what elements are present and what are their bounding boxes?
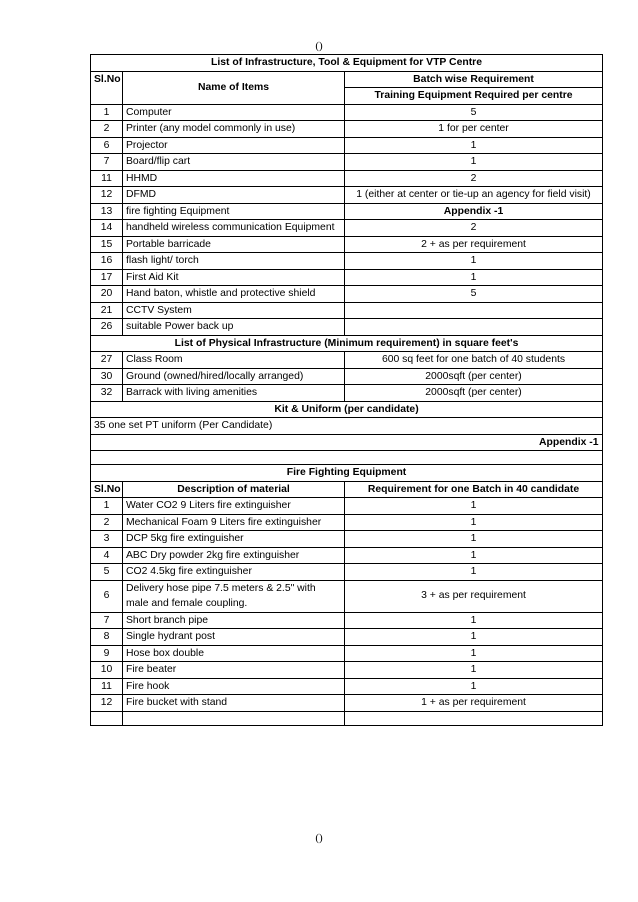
row-item-name: Hand baton, whistle and protective shield bbox=[123, 286, 345, 303]
kit-row bbox=[91, 418, 603, 435]
blank-row bbox=[91, 451, 603, 465]
row-requirement: 1 bbox=[345, 662, 603, 679]
appendix-cell bbox=[91, 434, 603, 451]
training-equipment-header: Training Equipment Required per centre bbox=[345, 88, 603, 105]
section4-rows bbox=[91, 498, 603, 712]
table-row bbox=[91, 170, 603, 187]
table-row bbox=[91, 154, 603, 171]
row-sl-no: 6 bbox=[91, 137, 123, 154]
table-row bbox=[91, 695, 603, 712]
sl-no-header-2: Sl.No bbox=[91, 481, 123, 498]
requirement-header: Requirement for one Batch in 40 candidate bbox=[345, 481, 603, 498]
table-row bbox=[91, 137, 603, 154]
section2-title-row bbox=[91, 335, 603, 352]
row-item-name: ABC Dry powder 2kg fire extinguisher bbox=[123, 547, 345, 564]
page-marker-top: () bbox=[315, 40, 323, 52]
row-sl-no: 1 bbox=[91, 104, 123, 121]
row-requirement: 1 bbox=[345, 514, 603, 531]
row-requirement: 1 bbox=[345, 253, 603, 270]
row-sl-no: 20 bbox=[91, 286, 123, 303]
blank-cell bbox=[91, 711, 123, 725]
batch-wise-requirement-header: Batch wise Requirement bbox=[345, 71, 603, 88]
row-requirement: 2 bbox=[345, 220, 603, 237]
row-sl-no: 15 bbox=[91, 236, 123, 253]
row-requirement bbox=[345, 319, 603, 336]
row-requirement: 1 bbox=[345, 269, 603, 286]
row-requirement: 2 bbox=[345, 170, 603, 187]
row-item-name: DCP 5kg fire extinguisher bbox=[123, 531, 345, 548]
row-item-name: First Aid Kit bbox=[123, 269, 345, 286]
row-sl-no: 21 bbox=[91, 302, 123, 319]
sl-no-header: Sl.No bbox=[91, 71, 123, 104]
row-sl-no: 8 bbox=[91, 629, 123, 646]
table-row bbox=[91, 514, 603, 531]
row-requirement: 1 bbox=[345, 137, 603, 154]
row-sl-no: 1 bbox=[91, 498, 123, 515]
section3-title-row bbox=[91, 401, 603, 418]
row-requirement: 1 bbox=[345, 531, 603, 548]
row-requirement: 2 + as per requirement bbox=[345, 236, 603, 253]
row-requirement: 1 for per center bbox=[345, 121, 603, 138]
row-item-name: HHMD bbox=[123, 170, 345, 187]
table-row bbox=[91, 203, 603, 220]
table-row bbox=[91, 580, 603, 612]
row-sl-no: 27 bbox=[91, 352, 123, 369]
row-item-name: Hose box double bbox=[123, 645, 345, 662]
row-item-name: Mechanical Foam 9 Liters fire extinguisher bbox=[123, 514, 345, 531]
row-requirement: 1 bbox=[345, 645, 603, 662]
row-sl-no: 7 bbox=[91, 154, 123, 171]
row-item-name: suitable Power back up bbox=[123, 319, 345, 336]
row-sl-no: 32 bbox=[91, 385, 123, 402]
table-row bbox=[91, 612, 603, 629]
blank-cell bbox=[123, 711, 345, 725]
row-requirement: Appendix -1 bbox=[345, 203, 603, 220]
section4-header-row bbox=[91, 481, 603, 498]
row-sl-no: 9 bbox=[91, 645, 123, 662]
table-row bbox=[91, 564, 603, 581]
table-row bbox=[91, 302, 603, 319]
equipment-table bbox=[90, 54, 603, 726]
row-requirement: 1 bbox=[345, 154, 603, 171]
table-row bbox=[91, 678, 603, 695]
row-requirement: 1 bbox=[345, 547, 603, 564]
kit-row-text: 35 one set PT uniform (Per Candidate) bbox=[91, 418, 603, 435]
blank-cell bbox=[91, 451, 603, 465]
appendix-label: Appendix -1 bbox=[539, 436, 599, 448]
table-row bbox=[91, 645, 603, 662]
row-item-name: Board/flip cart bbox=[123, 154, 345, 171]
row-sl-no: 26 bbox=[91, 319, 123, 336]
row-sl-no: 14 bbox=[91, 220, 123, 237]
table-row bbox=[91, 662, 603, 679]
section2-rows bbox=[91, 352, 603, 402]
row-item-name: fire fighting Equipment bbox=[123, 203, 345, 220]
row-sl-no: 4 bbox=[91, 547, 123, 564]
row-requirement: 5 bbox=[345, 104, 603, 121]
row-requirement: 1 bbox=[345, 612, 603, 629]
row-sl-no: 10 bbox=[91, 662, 123, 679]
table-row bbox=[91, 352, 603, 369]
name-of-items-header: Name of Items bbox=[123, 71, 345, 104]
section4-title: Fire Fighting Equipment bbox=[91, 465, 603, 482]
row-item-name: Computer bbox=[123, 104, 345, 121]
row-sl-no: 2 bbox=[91, 514, 123, 531]
table-row bbox=[91, 104, 603, 121]
row-sl-no: 6 bbox=[91, 580, 123, 612]
section2-title: List of Physical Infrastructure (Minimum requirement) in square feet's bbox=[91, 335, 603, 352]
row-requirement: 600 sq feet for one batch of 40 students bbox=[345, 352, 603, 369]
row-sl-no: 2 bbox=[91, 121, 123, 138]
description-header: Description of material bbox=[123, 481, 345, 498]
row-item-name: Barrack with living amenities bbox=[123, 385, 345, 402]
row-item-name: Portable barricade bbox=[123, 236, 345, 253]
row-requirement: 2000sqft (per center) bbox=[345, 368, 603, 385]
table-row bbox=[91, 385, 603, 402]
row-item-name: Class Room bbox=[123, 352, 345, 369]
row-sl-no: 13 bbox=[91, 203, 123, 220]
blank-cell bbox=[345, 711, 603, 725]
row-requirement: 1 bbox=[345, 678, 603, 695]
row-item-name: Printer (any model commonly in use) bbox=[123, 121, 345, 138]
table-row bbox=[91, 187, 603, 204]
section1-title: List of Infrastructure, Tool & Equipment for VTP Centre bbox=[91, 55, 603, 72]
row-item-name: Ground (owned/hired/locally arranged) bbox=[123, 368, 345, 385]
row-sl-no: 3 bbox=[91, 531, 123, 548]
blank-row-end bbox=[91, 711, 603, 725]
row-item-name: Single hydrant post bbox=[123, 629, 345, 646]
table-row bbox=[91, 531, 603, 548]
section4-title-row bbox=[91, 465, 603, 482]
row-sl-no: 5 bbox=[91, 564, 123, 581]
table-row bbox=[91, 286, 603, 303]
row-sl-no: 16 bbox=[91, 253, 123, 270]
row-requirement: 2000sqft (per center) bbox=[345, 385, 603, 402]
row-item-name: Fire bucket with stand bbox=[123, 695, 345, 712]
row-requirement: 1 bbox=[345, 498, 603, 515]
row-item-name: DFMD bbox=[123, 187, 345, 204]
row-requirement: 1 + as per requirement bbox=[345, 695, 603, 712]
table-row bbox=[91, 498, 603, 515]
section1-header-row bbox=[91, 71, 603, 88]
section1-title-row bbox=[91, 55, 603, 72]
section1-rows bbox=[91, 104, 603, 335]
row-sl-no: 30 bbox=[91, 368, 123, 385]
row-sl-no: 12 bbox=[91, 695, 123, 712]
row-requirement: 1 bbox=[345, 564, 603, 581]
row-sl-no: 11 bbox=[91, 170, 123, 187]
row-item-name: CO2 4.5kg fire extinguisher bbox=[123, 564, 345, 581]
row-item-name: Fire beater bbox=[123, 662, 345, 679]
table-row bbox=[91, 220, 603, 237]
appendix-row bbox=[91, 434, 603, 451]
row-sl-no: 7 bbox=[91, 612, 123, 629]
row-item-name: Delivery hose pipe 7.5 meters & 2.5" with male and female coupling. bbox=[123, 580, 345, 612]
table-row bbox=[91, 121, 603, 138]
page-marker-bottom: () bbox=[315, 832, 323, 844]
row-item-name: handheld wireless communication Equipment bbox=[123, 220, 345, 237]
table-row bbox=[91, 629, 603, 646]
table-row bbox=[91, 236, 603, 253]
section3-title: Kit & Uniform (per candidate) bbox=[91, 401, 603, 418]
row-requirement: 1 (either at center or tie-up an agency for field visit) bbox=[345, 187, 603, 204]
row-requirement bbox=[345, 302, 603, 319]
row-item-name: Short branch pipe bbox=[123, 612, 345, 629]
row-sl-no: 12 bbox=[91, 187, 123, 204]
row-sl-no: 11 bbox=[91, 678, 123, 695]
table-row bbox=[91, 269, 603, 286]
table-row bbox=[91, 547, 603, 564]
row-item-name: CCTV System bbox=[123, 302, 345, 319]
table-row bbox=[91, 319, 603, 336]
row-sl-no: 17 bbox=[91, 269, 123, 286]
row-item-name: Water CO2 9 Liters fire extinguisher bbox=[123, 498, 345, 515]
row-requirement: 3 + as per requirement bbox=[345, 580, 603, 612]
row-requirement: 5 bbox=[345, 286, 603, 303]
row-item-name: Projector bbox=[123, 137, 345, 154]
table-row bbox=[91, 368, 603, 385]
row-item-name: flash light/ torch bbox=[123, 253, 345, 270]
table-row bbox=[91, 253, 603, 270]
row-item-name: Fire hook bbox=[123, 678, 345, 695]
row-requirement: 1 bbox=[345, 629, 603, 646]
